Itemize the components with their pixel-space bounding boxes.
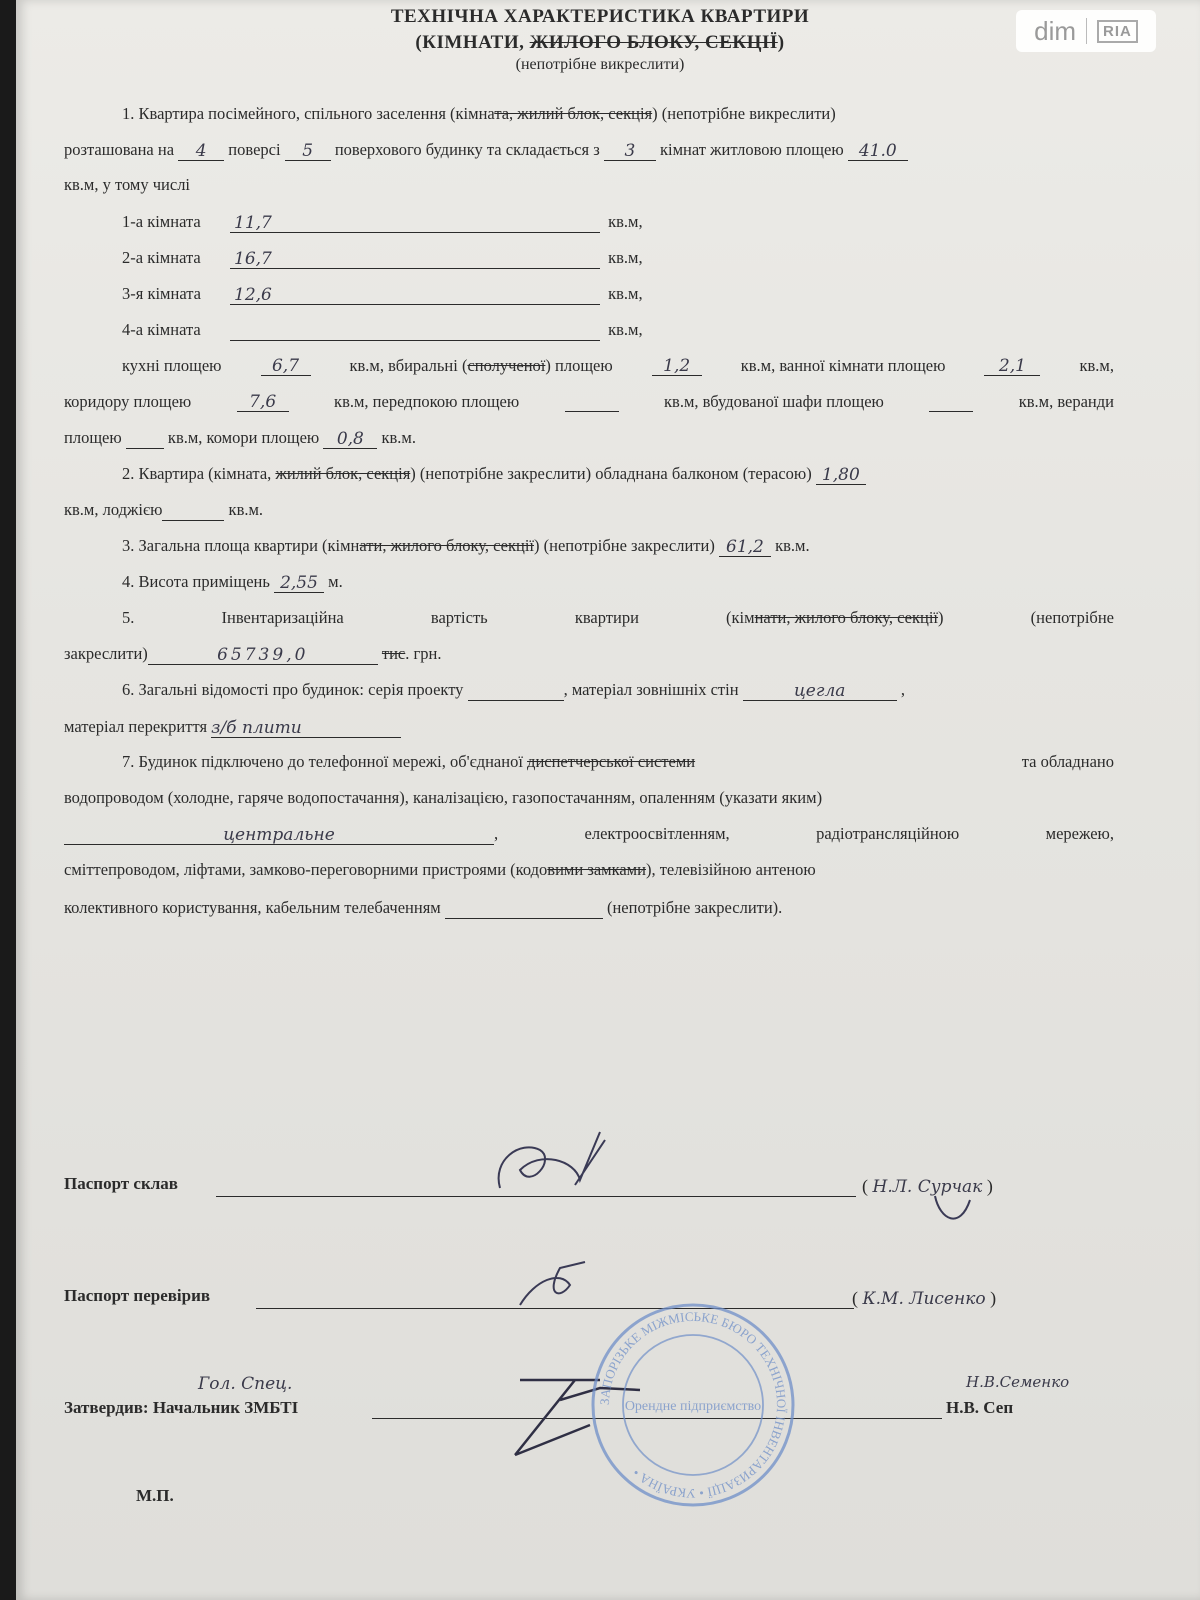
s5-line1: 5. Інвентаризаційна вартість квартири (кімнати, жилого блоку, секції) (непотрібне [122, 608, 1114, 627]
s1-corridor-line: коридору площею 7,6 кв.м, передпокою площею кв.м, вбудованої шафи площею кв.м, веранди [64, 392, 1114, 412]
s3-line: 3. Загальна площа квартири (кімнати, жилого блоку, секції) (непотрібне закреслити) 61,2 кв.м. [122, 536, 810, 557]
checked-label: Паспорт перевірив [64, 1286, 211, 1305]
rooms-field: 3 [604, 140, 656, 161]
doc-subtitle: (непотрібне викреслити) [515, 56, 685, 73]
doc-title-line2: (КІМНАТИ, ЖИЛОГО БЛОКУ, СЕКЦІЇ) [415, 32, 785, 53]
checked-name: ( К.М. Лисенко ) [852, 1288, 997, 1309]
inventory-value: 65739,0 [148, 644, 378, 665]
room-row: 2-а кімната 16,7 кв.м, [122, 248, 643, 269]
made-name: ( Н.Л. Сурчак ) [862, 1176, 993, 1197]
s2-line1: 2. Квартира (кімната, жилий блок, секція) (непотрібне закреслити) обладнана балконом (терасою) 1,80 [64, 463, 1114, 485]
approved-label: Затвердив: Начальник ЗМБТІ [64, 1398, 299, 1417]
s7-line1: 7. Будинок підключено до телефонної мережі, об'єднаної диспетчерської системи та обладнано [122, 752, 1114, 771]
floors-total-field: 5 [285, 140, 331, 161]
approved-name: Н.В. Сеп [946, 1398, 1014, 1417]
s7-line3: центральне , електроосвітленням, радіотрансляційною мережею, [64, 823, 1114, 845]
watermark-brand: RIA [1097, 20, 1138, 43]
made-signature [499, 1132, 605, 1188]
s7-line2: водопроводом (холодне, гаряче водопостачання), каналізацією, газопостачанням, опаленням (указати яким) [64, 788, 823, 807]
s1-line3: кв.м, у тому числі [64, 175, 191, 194]
s1-line2: розташована на 4 поверсі 5 поверхового будинку та складається з 3 кімнат житловою площею 41.0 [64, 139, 1114, 161]
stamp-ring-text: ЗАПОРІЗЬКЕ МІЖМІСЬКЕ БЮРО ТЕХНІЧНОЇ ІНВЕНТАРИЗАЦІЇ • УКРАЇНА • [596, 1308, 790, 1502]
s1-line1: 1. Квартира посімейного, спільного заселення (кімната, жилий блок, секція) (непотрібне викреслити) [122, 104, 836, 123]
room-row: 1-а кімната 11,7 кв.м, [122, 212, 643, 233]
stamp-center-text: Орендне підприємство [624, 1399, 762, 1414]
mp-label: М.П. [136, 1486, 174, 1505]
official-stamp [588, 1300, 798, 1510]
s6-line1: 6. Загальні відомості про будинок: серія проекту , матеріал зовнішніх стін цегла , [122, 680, 905, 701]
checked-signature [520, 1262, 585, 1305]
s5-line2: закреслити) 65739,0 тис. грн. [64, 644, 442, 665]
made-name-tail [935, 1196, 970, 1219]
s7-line5: колективного користування, кабельним телебаченням (непотрібне закреслити). [64, 898, 783, 917]
s1-kitchen-line: кухні площею 6,7 кв.м, вбиральні (сполученої) площею 1,2 кв.м, ванної кімнати площею 2,1 кв.м, [122, 356, 1114, 376]
s2-line2: кв.м, лоджією кв.м. [64, 500, 264, 519]
doc-title: ТЕХНІЧНА ХАРАКТЕРИСТИКА КВАРТИРИ [390, 6, 810, 27]
approved-hand: Н.В.Семенко [966, 1373, 1070, 1391]
approved-note: Гол. Спец. [198, 1374, 293, 1394]
room-row: 4-а кімната кв.м, [122, 320, 643, 339]
s4-line: 4. Висота приміщень 2,55 м. [122, 572, 343, 593]
s6-line2: матеріал перекриття з/б плити [64, 716, 1114, 738]
made-label: Паспорт склав [64, 1174, 178, 1193]
living-area-field: 41.0 [848, 140, 908, 161]
floor-field: 4 [178, 140, 224, 161]
watermark-site: dim [1034, 15, 1077, 46]
s1-storage-line: площею кв.м, комори площею 0,8 кв.м. [64, 428, 416, 449]
s7-line4: сміттепроводом, ліфтами, замково-переговорними пристроями (кодовими замками), телевізійною антеною [64, 860, 816, 879]
room-row: 3-я кімната 12,6 кв.м, [122, 284, 643, 305]
